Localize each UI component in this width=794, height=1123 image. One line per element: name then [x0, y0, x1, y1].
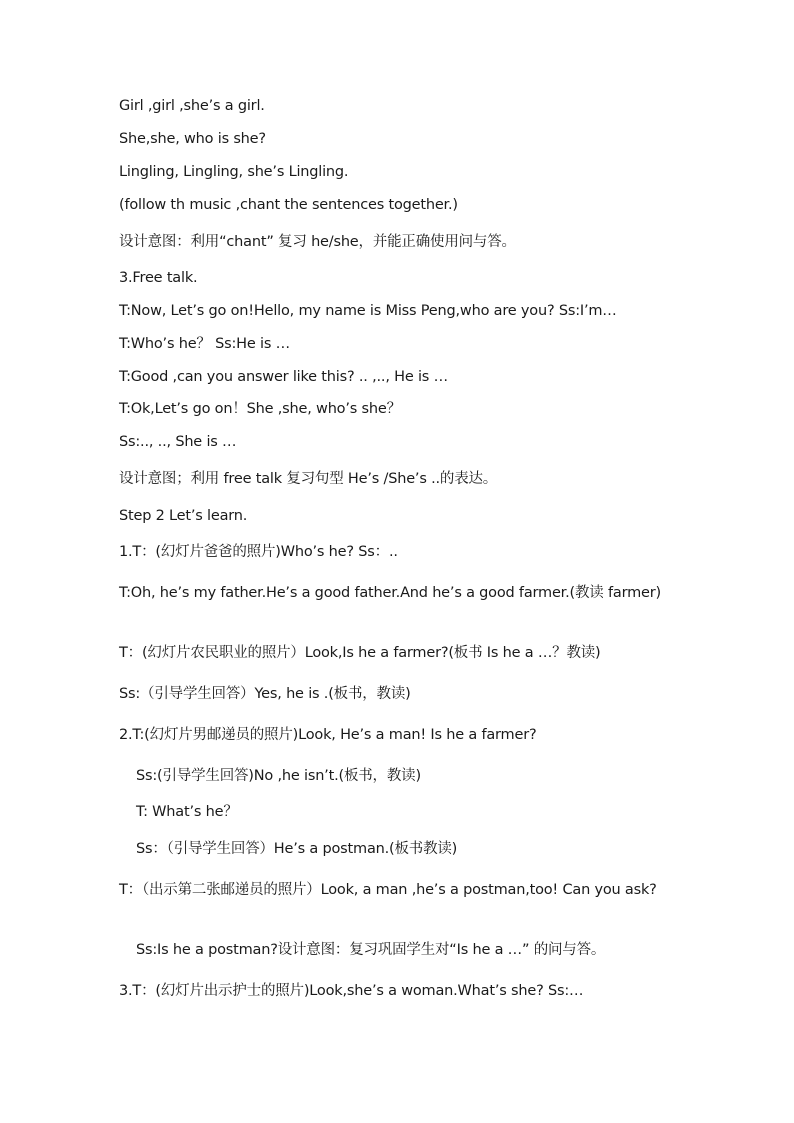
- learn-item-2-second-photo: T：（出示第二张邮递员的照片）Look, a man ,he’s a postman,too! Can you ask?: [119, 882, 657, 898]
- design-intent-3: Ss:Is he a postman?设计意图：复习巩固学生对“Is he a …” 的问与答。: [136, 942, 606, 958]
- chant-line-1: Girl ,girl ,she’s a girl.: [119, 98, 265, 114]
- chant-instruction: (follow th music ,chant the sentences together.): [119, 197, 458, 213]
- dialog-line-4: T:Ok,Let’s go on！She ,she, who’s she？: [119, 401, 401, 417]
- design-intent-1: 设计意图：利用“chant” 复习 he/she，并能正确使用问与答。: [119, 234, 516, 250]
- learn-item-2: 2.T:(幻灯片男邮递员的照片)Look, He’s a man! Is he a farmer?: [119, 727, 537, 743]
- dialog-line-5: Ss:.., .., She is …: [119, 434, 237, 450]
- section-free-talk: 3.Free talk.: [119, 270, 198, 286]
- dialog-line-1: T:Now, Let’s go on!Hello, my name is Miss Peng,who are you? Ss:I’m…: [119, 303, 617, 319]
- chant-line-3: Lingling, Lingling, she’s Lingling.: [119, 164, 349, 180]
- learn-item-1-followup: T:Oh, he’s my father.He’s a good father.And he’s a good farmer.(教读 farmer): [119, 585, 661, 601]
- learn-item-1: 1.T：(幻灯片爸爸的照片)Who’s he? Ss：..: [119, 544, 398, 560]
- learn-item-2-question: T: What’s he？: [136, 804, 238, 820]
- learn-item-1-question: T：(幻灯片农民职业的照片）Look,Is he a farmer?(板书 Is he a …？教读): [119, 645, 601, 661]
- design-intent-2: 设计意图；利用 free talk 复习句型 He’s /She’s ..的表达。: [119, 471, 498, 487]
- dialog-line-3: T:Good ,can you answer like this? .. ,.., He is …: [119, 369, 448, 385]
- learn-item-2-answer: Ss:(引导学生回答)No ,he isn’t.(板书，教读): [136, 768, 421, 784]
- chant-line-2: She,she, who is she?: [119, 131, 266, 147]
- learn-item-3: 3.T：(幻灯片出示护士的照片)Look,she’s a woman.What’s she? Ss:…: [119, 983, 584, 999]
- learn-item-1-answer: Ss:（引导学生回答）Yes, he is .(板书，教读): [119, 686, 411, 702]
- dialog-line-2: T:Who’s he？ Ss:He is …: [119, 336, 290, 352]
- learn-item-2-answer-2: Ss：（引导学生回答）He’s a postman.(板书教读): [136, 841, 458, 857]
- step-2-heading: Step 2 Let’s learn.: [119, 508, 248, 524]
